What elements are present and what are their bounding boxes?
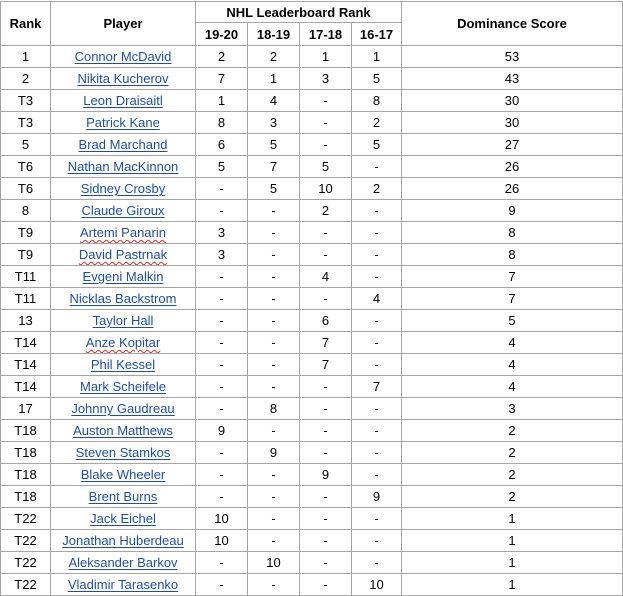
player-cell xyxy=(51,134,196,156)
season-18-19-cell: - xyxy=(248,574,300,596)
season-18-19-cell: 2 xyxy=(248,46,300,68)
season-19-20-cell: - xyxy=(196,552,248,574)
season-19-20-cell: - xyxy=(196,200,248,222)
dominance-score-cell: 2 xyxy=(402,486,623,508)
player-cell xyxy=(51,90,196,112)
table-row xyxy=(1,178,623,200)
dominance-score-cell: 26 xyxy=(402,178,623,200)
season-16-17-cell: 7 xyxy=(352,376,402,398)
rank-cell: T9 xyxy=(1,222,51,244)
season-17-18-cell: 5 xyxy=(300,156,352,178)
season-19-20-cell: - xyxy=(196,266,248,288)
season-16-17-cell: - xyxy=(352,420,402,442)
season-19-20-cell: - xyxy=(196,486,248,508)
player-header: Player xyxy=(51,2,196,46)
season-19-20-cell: - xyxy=(196,464,248,486)
table-row xyxy=(1,156,623,178)
season-16-17-cell: - xyxy=(352,464,402,486)
season-16-17-cell: - xyxy=(352,398,402,420)
season-18-19-cell: 7 xyxy=(248,156,300,178)
season-17-18-cell: 9 xyxy=(300,464,352,486)
season-17-18-cell: - xyxy=(300,222,352,244)
season-17-18-cell: - xyxy=(300,552,352,574)
season-16-17-cell: - xyxy=(352,552,402,574)
table-row xyxy=(1,530,623,552)
season-16-17-cell: 8 xyxy=(352,90,402,112)
player-link[interactable]: Nicklas Backstrom xyxy=(69,291,177,306)
player-cell xyxy=(51,156,196,178)
table-row xyxy=(1,464,623,486)
season-19-20-cell: - xyxy=(196,354,248,376)
season-16-17-cell: - xyxy=(352,508,402,530)
season-18-19-cell: - xyxy=(248,266,300,288)
season-header-19-20: 19-20 xyxy=(196,23,248,46)
table-row xyxy=(1,266,623,288)
season-17-18-cell: 2 xyxy=(300,200,352,222)
season-16-17-cell: - xyxy=(352,530,402,552)
dominance-score-cell: 4 xyxy=(402,376,623,398)
player-cell xyxy=(51,530,196,552)
season-17-18-cell: 7 xyxy=(300,332,352,354)
season-17-18-cell: - xyxy=(300,442,352,464)
season-18-19-cell: - xyxy=(248,332,300,354)
season-18-19-cell: - xyxy=(248,288,300,310)
season-19-20-cell: 8 xyxy=(196,112,248,134)
table-row xyxy=(1,574,623,596)
season-18-19-cell: - xyxy=(248,376,300,398)
table-row xyxy=(1,288,623,310)
player-link[interactable]: Blake Wheeler xyxy=(80,467,166,482)
season-18-19-cell: - xyxy=(248,244,300,266)
season-18-19-cell: 3 xyxy=(248,112,300,134)
season-16-17-cell: - xyxy=(352,156,402,178)
player-cell xyxy=(51,574,196,596)
player-link[interactable]: Artemi Panarin xyxy=(80,225,166,240)
season-16-17-cell: 9 xyxy=(352,486,402,508)
table-row xyxy=(1,244,623,266)
dominance-score-cell: 5 xyxy=(402,310,623,332)
rank-cell: T11 xyxy=(1,266,51,288)
season-16-17-cell: 10 xyxy=(352,574,402,596)
season-18-19-cell: - xyxy=(248,486,300,508)
player-link[interactable]: Steven Stamkos xyxy=(75,445,171,460)
table-row xyxy=(1,552,623,574)
player-cell xyxy=(51,354,196,376)
rank-cell: T18 xyxy=(1,464,51,486)
season-19-20-cell: - xyxy=(196,376,248,398)
rank-cell: T22 xyxy=(1,552,51,574)
season-16-17-cell: 5 xyxy=(352,68,402,90)
season-19-20-cell: 5 xyxy=(196,156,248,178)
dominance-score-cell: 1 xyxy=(402,574,623,596)
rank-cell: T14 xyxy=(1,332,51,354)
season-16-17-cell: - xyxy=(352,222,402,244)
rank-cell: T11 xyxy=(1,288,51,310)
season-18-19-cell: - xyxy=(248,530,300,552)
season-19-20-cell: 9 xyxy=(196,420,248,442)
table-row xyxy=(1,134,623,156)
season-17-18-cell: - xyxy=(300,574,352,596)
table-row xyxy=(1,486,623,508)
player-link[interactable]: Brad Marchand xyxy=(78,137,168,152)
dominance-score-cell: 8 xyxy=(402,244,623,266)
season-17-18-cell: - xyxy=(300,244,352,266)
season-18-19-cell: 10 xyxy=(248,552,300,574)
player-cell xyxy=(51,200,196,222)
rank-cell: 1 xyxy=(1,46,51,68)
dominance-score-cell: 4 xyxy=(402,354,623,376)
season-17-18-cell: 6 xyxy=(300,310,352,332)
rank-cell: T22 xyxy=(1,530,51,552)
player-link[interactable]: Nikita Kucherov xyxy=(77,71,169,86)
player-link[interactable]: David Pastrnak xyxy=(78,247,168,262)
rank-cell: T3 xyxy=(1,90,51,112)
player-link[interactable]: Sidney Crosby xyxy=(80,181,166,196)
season-19-20-cell: 3 xyxy=(196,244,248,266)
player-cell xyxy=(51,222,196,244)
player-cell xyxy=(51,486,196,508)
table-row xyxy=(1,398,623,420)
dominance-score-cell: 8 xyxy=(402,222,623,244)
dominance-score-cell: 26 xyxy=(402,156,623,178)
season-16-17-cell: 2 xyxy=(352,178,402,200)
season-19-20-cell: 2 xyxy=(196,46,248,68)
player-cell xyxy=(51,310,196,332)
table-row xyxy=(1,508,623,530)
season-16-17-cell: - xyxy=(352,310,402,332)
player-link[interactable]: Nathan MacKinnon xyxy=(67,159,179,174)
season-19-20-cell: 10 xyxy=(196,530,248,552)
season-18-19-cell: 5 xyxy=(248,178,300,200)
season-19-20-cell: 10 xyxy=(196,508,248,530)
rank-cell: T3 xyxy=(1,112,51,134)
season-17-18-cell: - xyxy=(300,112,352,134)
player-link[interactable]: Anze Kopitar xyxy=(85,335,161,350)
season-19-20-cell: - xyxy=(196,288,248,310)
rank-cell: T18 xyxy=(1,420,51,442)
table-row xyxy=(1,310,623,332)
player-cell xyxy=(51,244,196,266)
player-cell xyxy=(51,68,196,90)
table-row xyxy=(1,68,623,90)
season-17-18-cell: - xyxy=(300,398,352,420)
season-header-18-19: 18-19 xyxy=(248,23,300,46)
player-cell xyxy=(51,288,196,310)
season-16-17-cell: - xyxy=(352,442,402,464)
rank-cell: T6 xyxy=(1,156,51,178)
player-link[interactable]: Mark Scheifele xyxy=(80,379,166,394)
rank-cell: 8 xyxy=(1,200,51,222)
season-16-17-cell: - xyxy=(352,200,402,222)
player-link[interactable]: Patrick Kane xyxy=(86,115,160,130)
table-row xyxy=(1,354,623,376)
player-link[interactable]: Johnny Gaudreau xyxy=(71,401,175,416)
table-row xyxy=(1,90,623,112)
season-17-18-cell: - xyxy=(300,90,352,112)
table-row xyxy=(1,420,623,442)
leaderboard-rows xyxy=(1,46,623,596)
dominance-score-cell: 7 xyxy=(402,266,623,288)
dominance-score-cell: 1 xyxy=(402,530,623,552)
dominance-score-cell: 30 xyxy=(402,90,623,112)
dominance-score-cell: 27 xyxy=(402,134,623,156)
season-18-19-cell: 8 xyxy=(248,398,300,420)
dominance-score-cell: 1 xyxy=(402,552,623,574)
dominance-score-cell: 4 xyxy=(402,332,623,354)
season-19-20-cell: - xyxy=(196,332,248,354)
season-18-19-cell: - xyxy=(248,200,300,222)
dominance-score-cell: 7 xyxy=(402,288,623,310)
season-18-19-cell: 5 xyxy=(248,134,300,156)
season-19-20-cell: - xyxy=(196,398,248,420)
season-18-19-cell: - xyxy=(248,354,300,376)
player-link[interactable]: Aleksander Barkov xyxy=(68,555,178,570)
season-header-16-17: 16-17 xyxy=(352,23,402,46)
season-17-18-cell: - xyxy=(300,486,352,508)
dominance-score-cell: 2 xyxy=(402,442,623,464)
season-18-19-cell: 1 xyxy=(248,68,300,90)
table-row xyxy=(1,442,623,464)
player-cell xyxy=(51,266,196,288)
season-19-20-cell: 7 xyxy=(196,68,248,90)
season-17-18-cell: 3 xyxy=(300,68,352,90)
rank-cell: T22 xyxy=(1,508,51,530)
season-16-17-cell: 1 xyxy=(352,46,402,68)
season-16-17-cell: 5 xyxy=(352,134,402,156)
season-header-17-18: 17-18 xyxy=(300,23,352,46)
player-cell xyxy=(51,178,196,200)
table-row xyxy=(1,332,623,354)
player-link[interactable]: Brent Burns xyxy=(88,489,158,504)
season-19-20-cell: - xyxy=(196,574,248,596)
dominance-score-cell: 43 xyxy=(402,68,623,90)
season-18-19-cell: 9 xyxy=(248,442,300,464)
player-link[interactable]: Vladimir Tarasenko xyxy=(67,577,179,592)
season-16-17-cell: - xyxy=(352,244,402,266)
player-link[interactable]: Evgeni Malkin xyxy=(82,269,164,284)
season-18-19-cell: - xyxy=(248,464,300,486)
table-row xyxy=(1,46,623,68)
season-19-20-cell: 3 xyxy=(196,222,248,244)
rank-cell: T14 xyxy=(1,354,51,376)
table-row xyxy=(1,200,623,222)
dominance-score-cell: 30 xyxy=(402,112,623,134)
season-19-20-cell: 1 xyxy=(196,90,248,112)
rank-cell: T6 xyxy=(1,178,51,200)
rank-cell: T14 xyxy=(1,376,51,398)
season-18-19-cell: - xyxy=(248,508,300,530)
dominance-score-cell: 2 xyxy=(402,420,623,442)
rank-header: Rank xyxy=(1,2,51,46)
player-link[interactable]: Jack Eichel xyxy=(90,511,156,526)
dominance-score-cell: 53 xyxy=(402,46,623,68)
rank-cell: T18 xyxy=(1,486,51,508)
season-17-18-cell: - xyxy=(300,530,352,552)
dominance-score-cell: 3 xyxy=(402,398,623,420)
dominance-score-header: Dominance Score xyxy=(402,2,623,46)
season-16-17-cell: - xyxy=(352,266,402,288)
season-18-19-cell: - xyxy=(248,310,300,332)
season-18-19-cell: - xyxy=(248,222,300,244)
season-19-20-cell: - xyxy=(196,310,248,332)
rank-cell: 2 xyxy=(1,68,51,90)
season-17-18-cell: - xyxy=(300,420,352,442)
season-17-18-cell: 7 xyxy=(300,354,352,376)
rank-cell: 17 xyxy=(1,398,51,420)
player-link[interactable]: Connor McDavid xyxy=(74,49,172,64)
season-16-17-cell: 2 xyxy=(352,112,402,134)
season-17-18-cell: 1 xyxy=(300,46,352,68)
table-row xyxy=(1,222,623,244)
player-cell xyxy=(51,332,196,354)
season-16-17-cell: - xyxy=(352,332,402,354)
player-cell xyxy=(51,552,196,574)
season-17-18-cell: - xyxy=(300,376,352,398)
season-17-18-cell: - xyxy=(300,508,352,530)
player-link[interactable]: Taylor Hall xyxy=(92,313,154,328)
player-link[interactable]: Leon Draisaitl xyxy=(83,93,163,108)
season-19-20-cell: - xyxy=(196,178,248,200)
dominance-score-cell: 9 xyxy=(402,200,623,222)
player-cell xyxy=(51,398,196,420)
player-cell xyxy=(51,508,196,530)
player-link[interactable]: Claude Giroux xyxy=(81,203,165,218)
player-cell xyxy=(51,376,196,398)
leaderboard-table xyxy=(0,1,623,596)
rank-cell: T9 xyxy=(1,244,51,266)
player-cell xyxy=(51,112,196,134)
season-18-19-cell: - xyxy=(248,420,300,442)
player-link[interactable]: Jonathan Huberdeau xyxy=(62,533,184,548)
rank-cell: 5 xyxy=(1,134,51,156)
season-17-18-cell: 10 xyxy=(300,178,352,200)
player-link[interactable]: Auston Matthews xyxy=(73,423,173,438)
season-19-20-cell: 6 xyxy=(196,134,248,156)
season-17-18-cell: - xyxy=(300,288,352,310)
season-18-19-cell: 4 xyxy=(248,90,300,112)
season-17-18-cell: - xyxy=(300,134,352,156)
season-16-17-cell: - xyxy=(352,354,402,376)
player-cell xyxy=(51,46,196,68)
rank-cell: 13 xyxy=(1,310,51,332)
table-row xyxy=(1,376,623,398)
dominance-score-cell: 2 xyxy=(402,464,623,486)
player-cell xyxy=(51,442,196,464)
rank-cell: T18 xyxy=(1,442,51,464)
rank-cell: T22 xyxy=(1,574,51,596)
player-cell xyxy=(51,420,196,442)
season-17-18-cell: 4 xyxy=(300,266,352,288)
player-cell xyxy=(51,464,196,486)
table-row xyxy=(1,112,623,134)
player-link[interactable]: Phil Kessel xyxy=(90,357,156,372)
nhl-leaderboard-rank-header: NHL Leaderboard Rank xyxy=(196,2,402,23)
season-19-20-cell: - xyxy=(196,442,248,464)
season-16-17-cell: 4 xyxy=(352,288,402,310)
dominance-score-cell: 1 xyxy=(402,508,623,530)
